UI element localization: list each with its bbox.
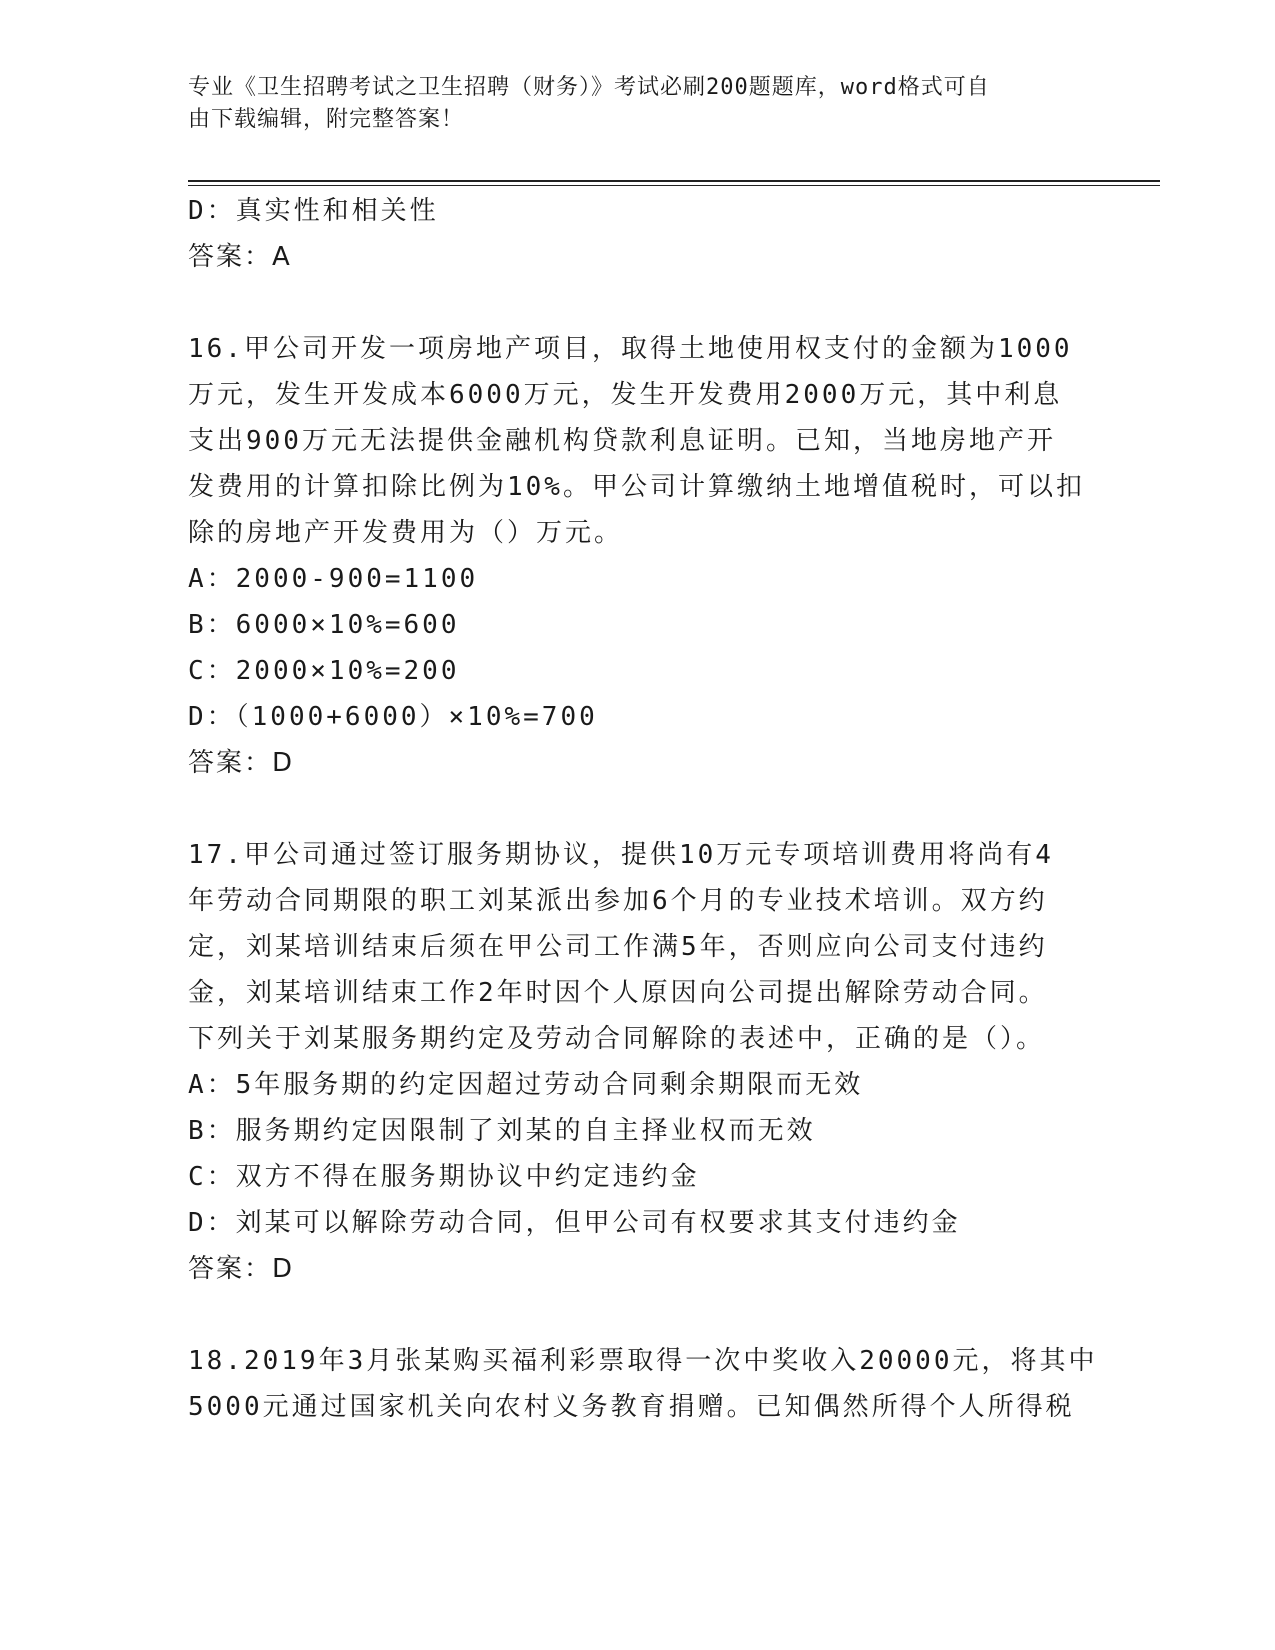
answer-label: 答案：A [188,242,292,272]
header-line-2: 由下载编辑，附完整答案！ [188,107,465,132]
question-stem-line: 5000元通过国家机关向农村义务教育捐赠。已知偶然所得个人所得税 [188,1392,1075,1422]
option-a: A：5年服务期的约定因超过劳动合同剩余期限而无效 [188,1070,864,1100]
option-d: D：真实性和相关性 [188,196,439,226]
question-stem-line: 除的房地产开发费用为（）万元。 [188,518,624,548]
answer-label: 答案：D [188,1254,295,1284]
option-a: A：2000-900=1100 [188,564,479,594]
question-stem-line: 年劳动合同期限的职工刘某派出参加6个月的专业技术培训。双方约 [188,886,1048,916]
question-15-tail [188,188,1088,280]
question-content [188,188,1098,1430]
question-stem-line: 定，刘某培训结束后须在甲公司工作满5年，否则应向公司支付违约 [188,932,1048,962]
question-stem-line: 16.甲公司开发一项房地产项目，取得土地使用权支付的金额为1000 [188,334,1073,364]
question-stem-line: 支出900万元无法提供金融机构贷款利息证明。已知，当地房地产开 [188,426,1056,456]
header-divider-thin [188,185,1160,186]
spacer [188,1292,1088,1338]
question-stem-line: 万元，发生开发成本6000万元，发生开发费用2000万元，其中利息 [188,380,1063,410]
question-stem-line: 金，刘某培训结束工作2年时因个人原因向公司提出解除劳动合同。 [188,978,1048,1008]
spacer [188,280,1088,326]
option-b: B：6000×10%=600 [188,610,460,640]
question-17 [188,832,1088,1292]
question-stem-line: 18.2019年3月张某购买福利彩票取得一次中奖收入20000元，将其中 [188,1346,1098,1376]
option-c: C：双方不得在服务期协议中约定违约金 [188,1162,700,1192]
answer-label: 答案：D [188,748,295,778]
header-line-1: 专业《卫生招聘考试之卫生招聘（财务）》考试必刷200题题库，word格式可自 [188,75,990,100]
question-18 [188,1338,1098,1430]
document-header [188,72,1088,136]
header-divider [188,180,1160,182]
option-d: D：刘某可以解除劳动合同，但甲公司有权要求其支付违约金 [188,1208,961,1238]
question-stem-line: 17.甲公司通过签订服务期协议，提供10万元专项培训费用将尚有4 [188,840,1054,870]
question-stem-line: 发费用的计算扣除比例为10%。甲公司计算缴纳土地增值税时，可以扣 [188,472,1085,502]
spacer [188,786,1088,832]
option-d: D：（1000+6000）×10%=700 [188,702,598,732]
question-16 [188,326,1088,786]
question-stem-line: 下列关于刘某服务期约定及劳动合同解除的表述中，正确的是（）。 [188,1024,1046,1054]
option-b: B：服务期约定因限制了刘某的自主择业权而无效 [188,1116,816,1146]
option-c: C：2000×10%=200 [188,656,460,686]
